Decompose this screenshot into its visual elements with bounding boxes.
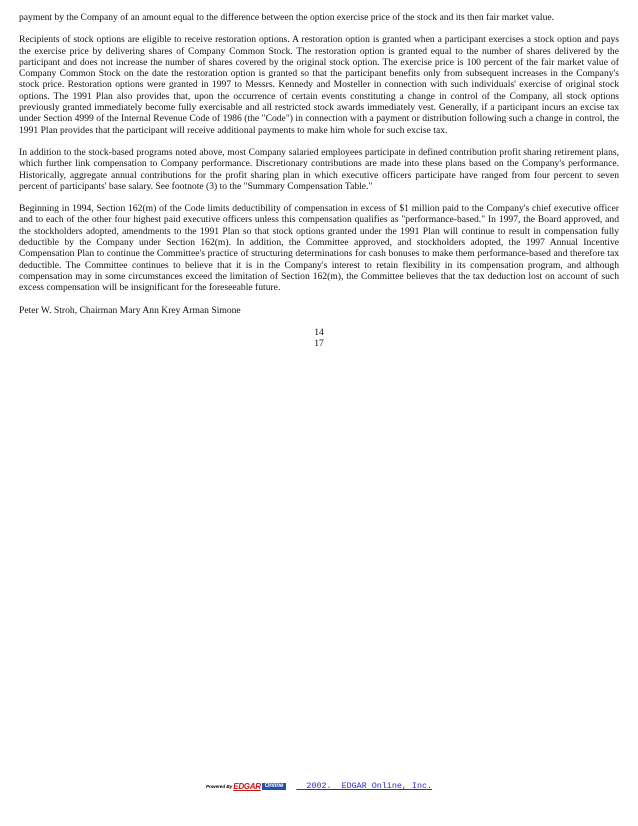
logo-powered-by: Powered By <box>206 783 233 789</box>
document-page <box>19 12 619 350</box>
logo-edgar: EDGAR <box>233 781 261 791</box>
paragraph-option-payment: payment by the Company of an amount equal to the difference between the option exercise price of the stock and its then fair market value. <box>19 12 555 23</box>
paragraph-restoration-options: Recipients of stock options are eligible to receive restoration options. A restoration option is granted when a participant exercises a stock option and pays the exercise price by delivering shares of Company Common Stock. The restoration option is granted equal to the number of shares delivered by the participant and does not increase the number of shares covered by the original stock option. The exercise price is 100 percent of the fair market value of Company Common Stock on the date the restoration option is granted so that the participant benefits only from subsequent increases in the Company's stock price. Restoration options were granted in 1997 to Messrs. Kennedy and Mosteller in connection with such individuals' exercise of original stock options. The 1991 Plan also provides that, upon the occurrence of certain events constituting a change in control of the Company, all stock options previously granted immediately become fully exercisable and all restricted stock awards immediately vest. Generally, if a participant incurs an excise tax under Section 4999 of the Internal Revenue Code of 1986 (the "Code") in connection with a payment or distribution following such a change in control, the 1991 Plan provides that the participant will receive additional payments to make him whole for such excise tax. <box>19 34 619 136</box>
logo-online: Online <box>262 783 287 790</box>
copyright-link[interactable]: 2002. EDGAR Online, Inc. <box>296 781 433 791</box>
edgar-online-logo[interactable] <box>206 781 286 791</box>
footer <box>206 780 466 792</box>
committee-signatures: Peter W. Stroh, Chairman Mary Ann Krey Arman Simone <box>19 304 241 316</box>
page-number-filing: 17 <box>314 338 324 350</box>
paragraph-profit-sharing: In addition to the stock-based programs noted above, most Company salaried employees participate in defined contribution profit sharing retirement plans, which further link compensation to Company performance. Discretionary contributions are made into these plans based on the Company's performance. Historically, aggregate annual contributions for the profit sharing plan in which executive officers participate have ranged from four percent to seven percent of participants' base salary. See footnote (3) to the "Summary Compensation Table." <box>19 146 619 192</box>
page-number-internal: 14 <box>314 326 324 338</box>
paragraph-section-162m: Beginning in 1994, Section 162(m) of the Code limits deductibility of compensation in excess of $1 million paid to the Company's chief executive officer and to each of the other four highest paid executive officers unless this compensation qualifies as "performance-based." In 1997, the Board approved, and the stockholders adopted, amendments to the 1991 Plan so that stock options granted under the 1991 Plan will continue to result in compensation fully deductible by the Company under Section 162(m). In addition, the Committee approved, and stockholders adopted, the 1997 Annual Incentive Compensation Plan to continue the Committee's practice of structuring determinations for cash bonuses to make them performance-based and therefore tax deductible. The Committee continues to believe that it is in the Company's interest to retain flexibility in its compensation program, and although compensation may in some circumstances exceed the limitation of Section 162(m), the Committee believes that the tax deduction lost on account of such excess compensation will be insignificant for the foreseeable future. <box>19 203 619 294</box>
page-numbers <box>19 327 619 350</box>
